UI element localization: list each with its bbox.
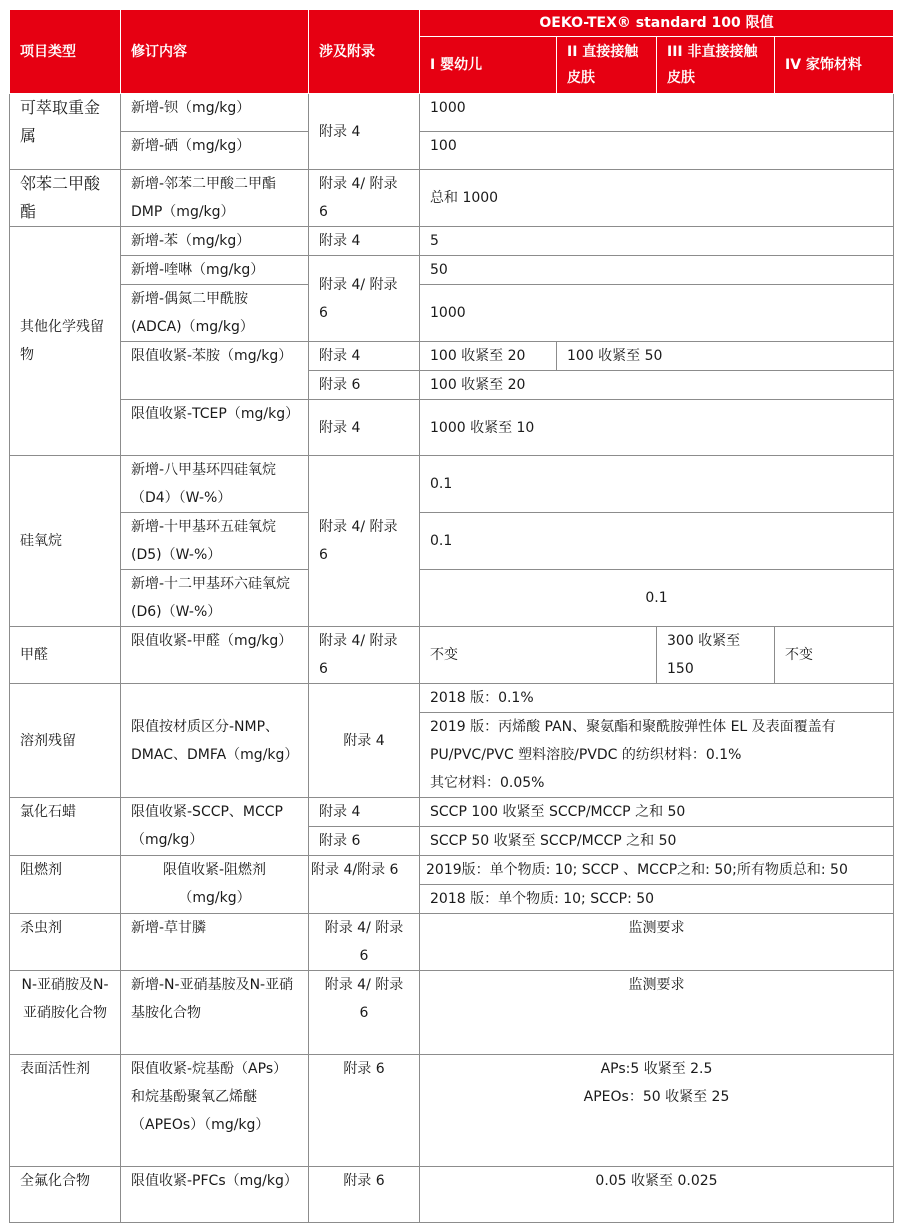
value-aps: APs:5 收紧至 2.5 <box>600 1061 713 1077</box>
appendix-tcep: 附录 4 <box>309 400 420 456</box>
value-tcep: 1000 收紧至 10 <box>420 400 894 456</box>
value-cp-6: SCCP 50 收紧至 SCCP/MCCP 之和 50 <box>420 827 894 856</box>
header-class-2: II 直接接触皮肤 <box>557 37 657 94</box>
value-fr-2018: 2018 版：单个物质: 10; SCCP: 50 <box>420 885 894 914</box>
content-quinoline: 新增-喹啉（mg/kg） <box>121 256 309 285</box>
value-aniline-6: 100 收紧至 20 <box>420 371 894 400</box>
value-dmp: 总和 1000 <box>420 170 894 227</box>
value-selenium: 100 <box>420 132 894 170</box>
table-container <box>9 9 894 1223</box>
appendix-benzene: 附录 4 <box>309 227 420 256</box>
value-aniline-class1: 100 收紧至 20 <box>420 342 557 371</box>
type-siloxanes: 硅氧烷 <box>10 456 121 627</box>
value-barium: 1000 <box>420 94 894 132</box>
type-phthalates: 邻苯二甲酸酯 <box>10 170 121 227</box>
header-appendix: 涉及附录 <box>309 10 420 94</box>
content-benzene: 新增-苯（mg/kg） <box>121 227 309 256</box>
appendix-cp-4: 附录 4 <box>309 798 420 827</box>
value-fr-2019: 2019版：单个物质: 10; SCCP 、MCCP之和: 50;所有物质总和: 50 <box>420 856 894 885</box>
content-pesticides: 新增-草甘膦 <box>121 914 309 971</box>
appendix-quinoline-adca: 附录 4/ 附录 6 <box>309 256 420 342</box>
content-perfluorinated: 限值收紧-PFCs（mg/kg） <box>121 1167 309 1223</box>
value-formaldehyde-1-2: 不变 <box>420 627 657 684</box>
type-nitrosamines: N-亚硝胺及N-亚硝胺化合物 <box>10 971 121 1055</box>
content-aniline: 限值收紧-苯胺（mg/kg） <box>121 342 309 400</box>
value-solvents-other: 其它材料：0.05% <box>430 775 545 791</box>
appendix-formaldehyde: 附录 4/ 附录 6 <box>309 627 420 684</box>
content-d4: 新增-八甲基环四硅氧烷（D4）（W-%） <box>121 456 309 513</box>
header-type: 项目类型 <box>10 10 121 94</box>
value-cp-4: SCCP 100 收紧至 SCCP/MCCP 之和 50 <box>420 798 894 827</box>
content-dmp: 新增-邻苯二甲酸二甲酯 DMP（mg/kg） <box>121 170 309 227</box>
value-solvents-2018: 2018 版：0.1% <box>420 684 894 713</box>
type-heavy-metals: 可萃取重金属 <box>10 94 121 170</box>
value-d6: 0.1 <box>420 570 894 627</box>
content-tcep: 限值收紧-TCEP（mg/kg） <box>121 400 309 456</box>
appendix-aniline-6: 附录 6 <box>309 371 420 400</box>
appendix-flame-retardants: 附录 4/附录 6 <box>309 856 420 914</box>
content-formaldehyde: 限值收紧-甲醛（mg/kg） <box>121 627 309 684</box>
type-solvents: 溶剂残留 <box>10 684 121 798</box>
value-surfactants <box>420 1055 894 1167</box>
value-formaldehyde-3: 300 收紧至 150 <box>657 627 775 684</box>
appendix-surfactants: 附录 6 <box>309 1055 420 1167</box>
value-apeos: APEOs：50 收紧至 25 <box>583 1089 730 1105</box>
header-class-3: III 非直接接触皮肤 <box>657 37 775 94</box>
type-perfluorinated: 全氟化合物 <box>10 1167 121 1223</box>
content-adca: 新增-偶氮二甲酰胺 (ADCA)（mg/kg） <box>121 285 309 342</box>
appendix-siloxanes: 附录 4/ 附录 6 <box>309 456 420 627</box>
oeko-tex-revision-table <box>9 9 894 1223</box>
value-benzene: 5 <box>420 227 894 256</box>
appendix-perfluorinated: 附录 6 <box>309 1167 420 1223</box>
value-d4: 0.1 <box>420 456 894 513</box>
content-chlorinated-paraffins: 限值收紧-SCCP、MCCP（mg/kg） <box>121 798 309 856</box>
appendix-solvents: 附录 4 <box>309 684 420 798</box>
value-quinoline: 50 <box>420 256 894 285</box>
content-flame-retardants: 限值收紧-阻燃剂（mg/kg） <box>121 856 309 914</box>
value-solvents-2019: 2019 版：丙烯酸 PAN、聚氨酯和聚酰胺弹性体 EL 及表面覆盖有 PU/PVC/PVC 塑料溶胶/PVDC 的纺织材料：0.1% <box>430 719 836 763</box>
type-surfactants: 表面活性剂 <box>10 1055 121 1167</box>
type-flame-retardants: 阻燃剂 <box>10 856 121 914</box>
value-d5: 0.1 <box>420 513 894 570</box>
appendix-nitrosamines: 附录 4/ 附录 6 <box>309 971 420 1055</box>
value-solvents-2019-other <box>420 713 894 798</box>
content-barium: 新增-钡（mg/kg） <box>121 94 309 132</box>
value-formaldehyde-4: 不变 <box>775 627 894 684</box>
header-class-1: I 婴幼儿 <box>420 37 557 94</box>
header-limit-group: OEKO-TEX® standard 100 限值 <box>420 10 894 37</box>
content-d5: 新增-十甲基环五硅氧烷 (D5)（W-%） <box>121 513 309 570</box>
value-nitrosamines: 监测要求 <box>420 971 894 1055</box>
header-class-4: IV 家饰材料 <box>775 37 894 94</box>
appendix-phthalates: 附录 4/ 附录 6 <box>309 170 420 227</box>
appendix-aniline-4: 附录 4 <box>309 342 420 371</box>
content-nitrosamines: 新增-N-亚硝基胺及N-亚硝基胺化合物 <box>121 971 309 1055</box>
content-selenium: 新增-硒（mg/kg） <box>121 132 309 170</box>
appendix-heavy-metals: 附录 4 <box>309 94 420 170</box>
value-perfluorinated: 0.05 收紧至 0.025 <box>420 1167 894 1223</box>
type-formaldehyde: 甲醛 <box>10 627 121 684</box>
content-solvents: 限值按材质区分-NMP、DMAC、DMFA（mg/kg） <box>121 684 309 798</box>
content-d6: 新增-十二甲基环六硅氧烷 (D6)（W-%） <box>121 570 309 627</box>
appendix-pesticides: 附录 4/ 附录 6 <box>309 914 420 971</box>
value-pesticides: 监测要求 <box>420 914 894 971</box>
value-adca: 1000 <box>420 285 894 342</box>
type-pesticides: 杀虫剂 <box>10 914 121 971</box>
appendix-cp-6: 附录 6 <box>309 827 420 856</box>
header-content: 修订内容 <box>121 10 309 94</box>
type-chlorinated-paraffins: 氯化石蜡 <box>10 798 121 856</box>
content-surfactants: 限值收紧-烷基酚（APs）和烷基酚聚氧乙烯醚（APEOs）（mg/kg） <box>121 1055 309 1167</box>
type-other-residues: 其他化学残留物 <box>10 227 121 456</box>
value-aniline-rest: 100 收紧至 50 <box>557 342 894 371</box>
